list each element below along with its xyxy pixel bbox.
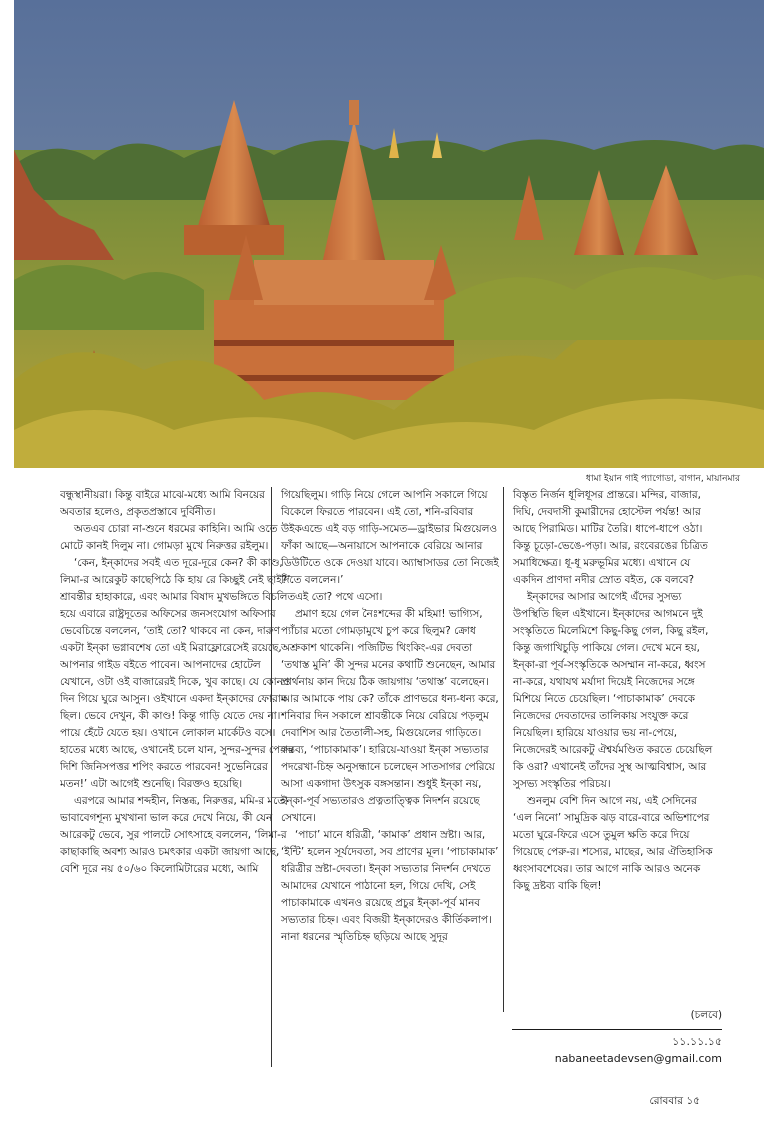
- bagan-pagoda-illustration: [14, 0, 764, 468]
- text-column-3: [503, 487, 717, 1012]
- paragraph: বিস্তৃত নির্জন ধূলিধূসর প্রান্তরে। মন্দির, বাজার, দিঘি, দেবদাসী কুমারীদের হোস্টেল পর্যন্ত! আর আছে পিরামিড। মাটির তৈরি। ধাপে-ধাপে ওঠা। কিন্তু চূড়ো-ভেঙে-পড়া। আর, রংবেরঙের চিত্রিত সমাধিক্ষেত্র। ধূ-ধূ মরুভূমির মধ্যে। এখানে যে একদিন প্রাণদা নদীর স্রোত বইত, কে বলবে?: [513, 489, 708, 586]
- text-column-1: [60, 487, 296, 1067]
- article-signoff: [503, 1008, 722, 1065]
- article-date: ১১.১১.১৫: [672, 1035, 722, 1048]
- paragraph: অতএব চোরা না-শুনে ধরমের কাহিনি। আমি ওতে মোটে কানই দিলুম না। গোমড়া মুখে নিরুত্তর রইলুম।: [60, 523, 278, 552]
- continued-label: (চলবে): [690, 1009, 722, 1021]
- paragraph: শুনলুম বেশি দিন আগে নয়, এই সেদিনের ‘এল নিনো’ সামুদ্রিক ঝড় বারে-বারে অভিশাপের মতো ঘুরে-ফিরে এসে তুমুল ক্ষতি করে দিয়ে গিয়েছে পেরু-র। শস্যের, মাছের, আর ঐতিহাসিক ধ্বংসাবশেষের। তার আগে নাকি আরও অনেক কিছু দ্রষ্টব্য বাকি ছিল!: [513, 795, 713, 892]
- paragraph: ‘পাচা’ মানে ধরিত্রী, ‘কামাক’ প্রধান স্রষ্টা। আর, ‘ইন্টি’ হলেন সূর্যদেবতা, সব প্রাণের মূল। ‘পাচাকামাক’ ধরিত্রীর স্রষ্টা-দেবতা। ইন্‌কা সভ্যতার নিদর্শন দেখতে আমাদের যেখানে পাঠানো হল, গিয়ে দেখি, সেই পাচাকামাকে এখনও রয়েছে প্রচুর ইন্‌কা-পূর্ব মানব সভ্যতার চিহ্ন। এবং বিজয়ী ইন্‌কাদেরও কীর্তিকলাপ। নানা ধরনের স্মৃতিচিহ্ন ছড়িয়ে আছে সুদূর: [281, 829, 499, 943]
- paragraph: এই তো? পথে এসো।: [295, 591, 383, 603]
- paragraph: প্রমাণ হয়ে গেল নৈঃশব্দের কী মহিমা! ভাগ্যিস, প্যাঁচার মতো গোমড়ামুখে চুপ করে ছিলুম? ক্রোধ অশ্রুকাশ থাকেনি। পজিটিভ থিংকিং-এর দেবতা ‘তথাস্ত মুনি’ কী সুন্দর মনের কথাটি শুনেছেন, আমার প্রার্থনায় কান দিয়ে ঠিক জায়গায় ‘তথাস্ত’ বলেছেন। আর আমাকে পায় কে? তাঁকে প্রাণভরে ধন্য-ধন্য করে, শনিবার দিন সকালে শ্রাবন্তীকে নিয়ে বেরিয়ে পড়লুম দেবাশিস আর তৈতালী-সহ, মিগুয়েলের গাড়িতে। গন্তব্য, ‘পাচাকামাক’। হারিয়ে-যাওয়া ইন্‌কা সভ্যতার পদরেখা-চিহ্ন অনুসন্ধানে চলেছেন সাতসাগর পেরিয়ে আসা একগাদা উৎসুক বঙ্গসন্তান। শুধুই ইন্‌কা নয়, ইন্‌কা-পূর্ব সভ্যতারও প্রত্নতাত্ত্বিক নিদর্শন রয়েছে সেখানে।: [281, 608, 499, 824]
- text-column-2: [271, 487, 503, 1067]
- paragraph: ইন্‌কাদের আসার আগেই এঁদের সুসভ্য উপস্থিতি ছিল এইখানে। ইন্‌কাদের আগমনে দুই সংস্কৃতিতে মিলেমিশে কিছু-কিছু গেল, কিছু রইল, কিন্তু জগাখিচুড়ি পাকিয়ে গেল। দেখে মনে হয়, ইন্‌কা-রা পূর্ব-সংস্কৃতিকে অসম্মান না-করে, ধ্বংস না-করে, যথাযথ মর্যাদা দিয়েই নিজেদের সঙ্গে মিশিয়ে নিতে চেয়েছিল। ‘পাচাকামাক’ দেবকে নিজেদের দেবতাদের তালিকায় সংযুক্ত করে নিয়েছিল। হারিয়ে যাওয়ার ভয় না-পেয়ে, নিজেদেরই আরেকটু ঐশ্বর্যমণ্ডিত করতে চেয়েছিল কি ওরা? এখানেই তাঁদের সুস্থ আত্মবিশ্বাস, আর সুসভ্য সংস্কৃতির পরিচয়।: [513, 591, 713, 790]
- page-footer: রোববার ১৫: [649, 1095, 700, 1107]
- signoff-divider: [512, 1029, 722, 1030]
- paragraph: বন্ধুস্থানীয়রা। কিন্তু বাইরে মাঝে-মধ্যে আমি বিনয়ের অবতার হলেও, প্রকৃতপ্রস্তাবে দুর্বিনীত।: [60, 489, 265, 518]
- paragraph: ‘কেন, ইন্‌কাদের সবই এত দূরে-দূরে কেন? কী কাণ্ড, লিমা-র আরেকুট কাছেপিঠে কি হায় রে কিচ্ছুই নেই ছাই?’ শ্রাবন্তীর হাহাকারে, এবং আমার বিষাদ মুখভঙ্গিতে বিচলিত হয়ে এবারে রাষ্ট্রদূতের অফিসের জনসংযোগ অফিসার ভেবেচিন্তে বললেন, ‘তাই তো? থাকবে না কেন, দারুণ একটা ইন্‌কা ভগ্নাবশেষ তো এই মিরাফ্লোরেসেই রয়েছে, আপনার গাইড বইতে পাবেন। আপনাদের হোটেল যেখানে, ওটা ওই বাজারেরই দিকে, খুব কাছে। যে কোনও দিন গিয়ে ঘুরে আসুন। ওইখানে একদা ইন্‌কাদের ফোরাম ছিল। ভেবে দেখুন, কী কাণ্ড! কিন্তু গাড়ি যেতে দেয় না। পায়ে হেঁটে যেতে হয়। ওখানে লোকাল মার্কেটও বসে। হাতের মধ্যে আছে, ওখানেই চলে যান, সুন্দর-সুন্দর পেরুর দিশি জিনিসপত্তর শপিং করতে পারবেন! সুভেনিরের মতন!’ এটা আগেই শুনেছি। বিরক্তও হয়েছি।: [60, 557, 296, 790]
- author-email: nabaneetadevsen@gmail.com: [554, 1052, 722, 1065]
- temple-photo: [14, 0, 764, 468]
- photo-caption: ধামা ইয়ান গাই প্যাগোডা, বাগান, মায়ানমার: [585, 474, 740, 484]
- paragraph: গিয়েছিলুম। গাড়ি নিয়ে গেলে আপনি সকালে গিয়ে বিকেলে ফিরতে পারবেন। এই তো, শনি-রবিবার উইকএন্ডে এই বড় গাড়ি-সমেত—ড্রাইভার মিগুয়েলও ফাঁকা আছে—অনায়াসে আপনাকে বেরিয়ে আনার ডিউটিতে ওকে দেওয়া যাবে। অ্যাম্বাসাডর তো নিজেই দিতে বললেন।’: [281, 489, 499, 586]
- paragraph: এরপরে আমার শব্দহীন, নিস্তব্ধ, নিরুত্তর, মমি-র মতো ভাবাবেগশূন্য মুখখানা ভাল করে দেখে নিয়ে, কী যেন আরেকটু ভেবে, সুর পালটে সোৎসাহে বললেন, ‘লিমা-র কাছাকাছি অবশ্য আরও চমৎকার একটা জায়গা আছে, বেশি দূরে নয় ৫০/৬০ কিলোমিটারের মধ্যে, আমি: [60, 795, 289, 875]
